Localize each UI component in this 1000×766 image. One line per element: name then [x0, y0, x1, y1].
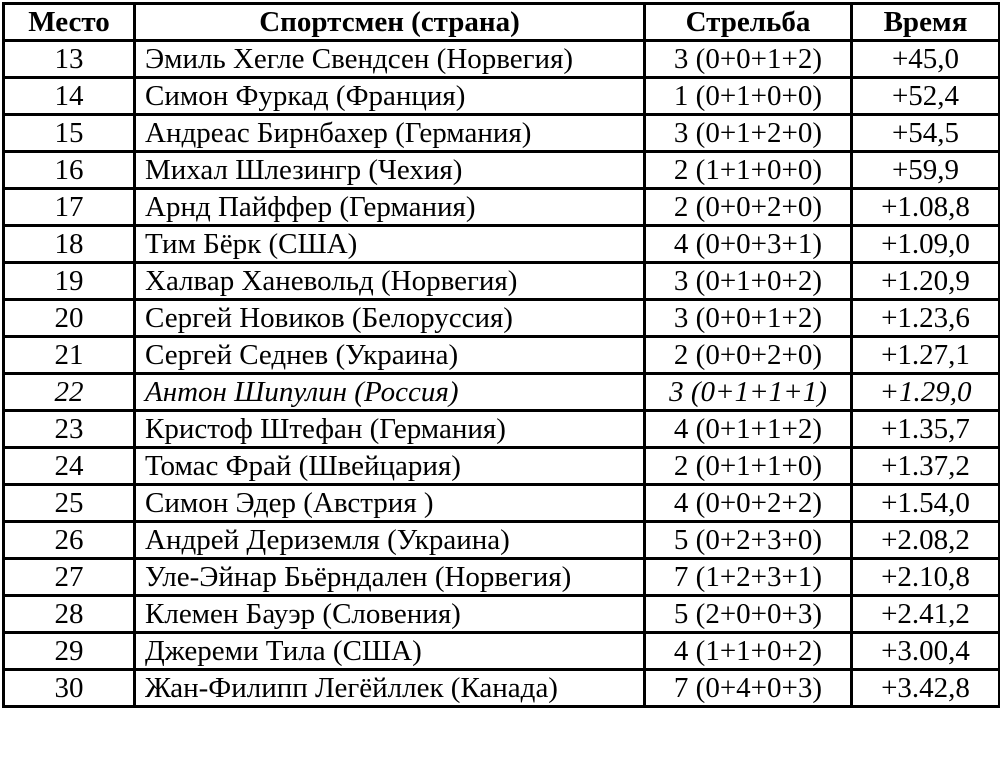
cell-place: 28	[4, 596, 135, 633]
cell-athlete: Симон Фуркад (Франция)	[135, 78, 645, 115]
cell-place: 26	[4, 522, 135, 559]
cell-shooting: 4 (0+1+1+2)	[645, 411, 852, 448]
table-row	[4, 411, 1000, 448]
cell-shooting: 3 (0+1+0+2)	[645, 263, 852, 300]
table-row	[4, 448, 1000, 485]
cell-shooting: 4 (1+1+0+2)	[645, 633, 852, 670]
cell-shooting: 1 (0+1+0+0)	[645, 78, 852, 115]
cell-place: 23	[4, 411, 135, 448]
cell-place: 18	[4, 226, 135, 263]
table-row-highlighted	[4, 374, 1000, 411]
cell-place: 27	[4, 559, 135, 596]
cell-place: 25	[4, 485, 135, 522]
cell-athlete: Тим Бёрк (США)	[135, 226, 645, 263]
cell-place: 30	[4, 670, 135, 707]
cell-time: +1.27,1	[852, 337, 1000, 374]
cell-shooting: 3 (0+1+1+1)	[645, 374, 852, 411]
cell-place: 19	[4, 263, 135, 300]
cell-athlete: Андрей Дериземля (Украина)	[135, 522, 645, 559]
cell-shooting: 4 (0+0+3+1)	[645, 226, 852, 263]
cell-place: 16	[4, 152, 135, 189]
table-row	[4, 522, 1000, 559]
results-table	[2, 2, 1000, 708]
cell-place: 20	[4, 300, 135, 337]
cell-athlete: Уле-Эйнар Бьёрндален (Норвегия)	[135, 559, 645, 596]
cell-place: 15	[4, 115, 135, 152]
cell-athlete: Эмиль Хегле Свендсен (Норвегия)	[135, 41, 645, 78]
table-row	[4, 670, 1000, 707]
table-row	[4, 263, 1000, 300]
cell-athlete: Жан-Филипп Легёйллек (Канада)	[135, 670, 645, 707]
cell-time: +3.42,8	[852, 670, 1000, 707]
cell-athlete: Симон Эдер (Австрия )	[135, 485, 645, 522]
cell-shooting: 3 (0+0+1+2)	[645, 300, 852, 337]
cell-place: 29	[4, 633, 135, 670]
cell-time: +54,5	[852, 115, 1000, 152]
cell-time: +2.08,2	[852, 522, 1000, 559]
cell-time: +1.54,0	[852, 485, 1000, 522]
cell-place: 17	[4, 189, 135, 226]
cell-shooting: 2 (1+1+0+0)	[645, 152, 852, 189]
table-row	[4, 41, 1000, 78]
table-row	[4, 78, 1000, 115]
cell-shooting: 5 (0+2+3+0)	[645, 522, 852, 559]
cell-athlete: Клемен Бауэр (Словения)	[135, 596, 645, 633]
cell-athlete: Кристоф Штефан (Германия)	[135, 411, 645, 448]
cell-place: 24	[4, 448, 135, 485]
cell-place: 22	[4, 374, 135, 411]
cell-time: +1.29,0	[852, 374, 1000, 411]
cell-athlete: Томас Фрай (Швейцария)	[135, 448, 645, 485]
table-row	[4, 300, 1000, 337]
cell-time: +3.00,4	[852, 633, 1000, 670]
cell-athlete: Сергей Седнев (Украина)	[135, 337, 645, 374]
table-row	[4, 152, 1000, 189]
cell-place: 13	[4, 41, 135, 78]
cell-athlete: Халвар Ханевольд (Норвегия)	[135, 263, 645, 300]
cell-athlete: Сергей Новиков (Белоруссия)	[135, 300, 645, 337]
header-shooting: Стрельба	[645, 4, 852, 41]
cell-time: +1.08,8	[852, 189, 1000, 226]
cell-athlete: Джереми Тила (США)	[135, 633, 645, 670]
cell-time: +45,0	[852, 41, 1000, 78]
cell-athlete: Антон Шипулин (Россия)	[135, 374, 645, 411]
cell-shooting: 7 (1+2+3+1)	[645, 559, 852, 596]
cell-time: +2.41,2	[852, 596, 1000, 633]
cell-shooting: 2 (0+0+2+0)	[645, 189, 852, 226]
cell-athlete: Арнд Пайффер (Германия)	[135, 189, 645, 226]
table-row	[4, 596, 1000, 633]
header-place: Место	[4, 4, 135, 41]
cell-time: +1.23,6	[852, 300, 1000, 337]
cell-shooting: 3 (0+1+2+0)	[645, 115, 852, 152]
header-time: Время	[852, 4, 1000, 41]
table-row	[4, 337, 1000, 374]
table-row	[4, 485, 1000, 522]
cell-time: +1.20,9	[852, 263, 1000, 300]
table-row	[4, 226, 1000, 263]
header-row	[4, 4, 1000, 41]
cell-shooting: 5 (2+0+0+3)	[645, 596, 852, 633]
cell-athlete: Михал Шлезингр (Чехия)	[135, 152, 645, 189]
table-row	[4, 633, 1000, 670]
table-row	[4, 559, 1000, 596]
cell-time: +1.35,7	[852, 411, 1000, 448]
cell-shooting: 3 (0+0+1+2)	[645, 41, 852, 78]
cell-time: +52,4	[852, 78, 1000, 115]
cell-place: 14	[4, 78, 135, 115]
cell-shooting: 4 (0+0+2+2)	[645, 485, 852, 522]
header-athlete: Спортсмен (страна)	[135, 4, 645, 41]
cell-time: +2.10,8	[852, 559, 1000, 596]
cell-shooting: 2 (0+1+1+0)	[645, 448, 852, 485]
cell-time: +1.37,2	[852, 448, 1000, 485]
cell-place: 21	[4, 337, 135, 374]
table-row	[4, 115, 1000, 152]
table-row	[4, 189, 1000, 226]
cell-time: +59,9	[852, 152, 1000, 189]
cell-athlete: Андреас Бирнбахер (Германия)	[135, 115, 645, 152]
cell-shooting: 2 (0+0+2+0)	[645, 337, 852, 374]
cell-time: +1.09,0	[852, 226, 1000, 263]
cell-shooting: 7 (0+4+0+3)	[645, 670, 852, 707]
